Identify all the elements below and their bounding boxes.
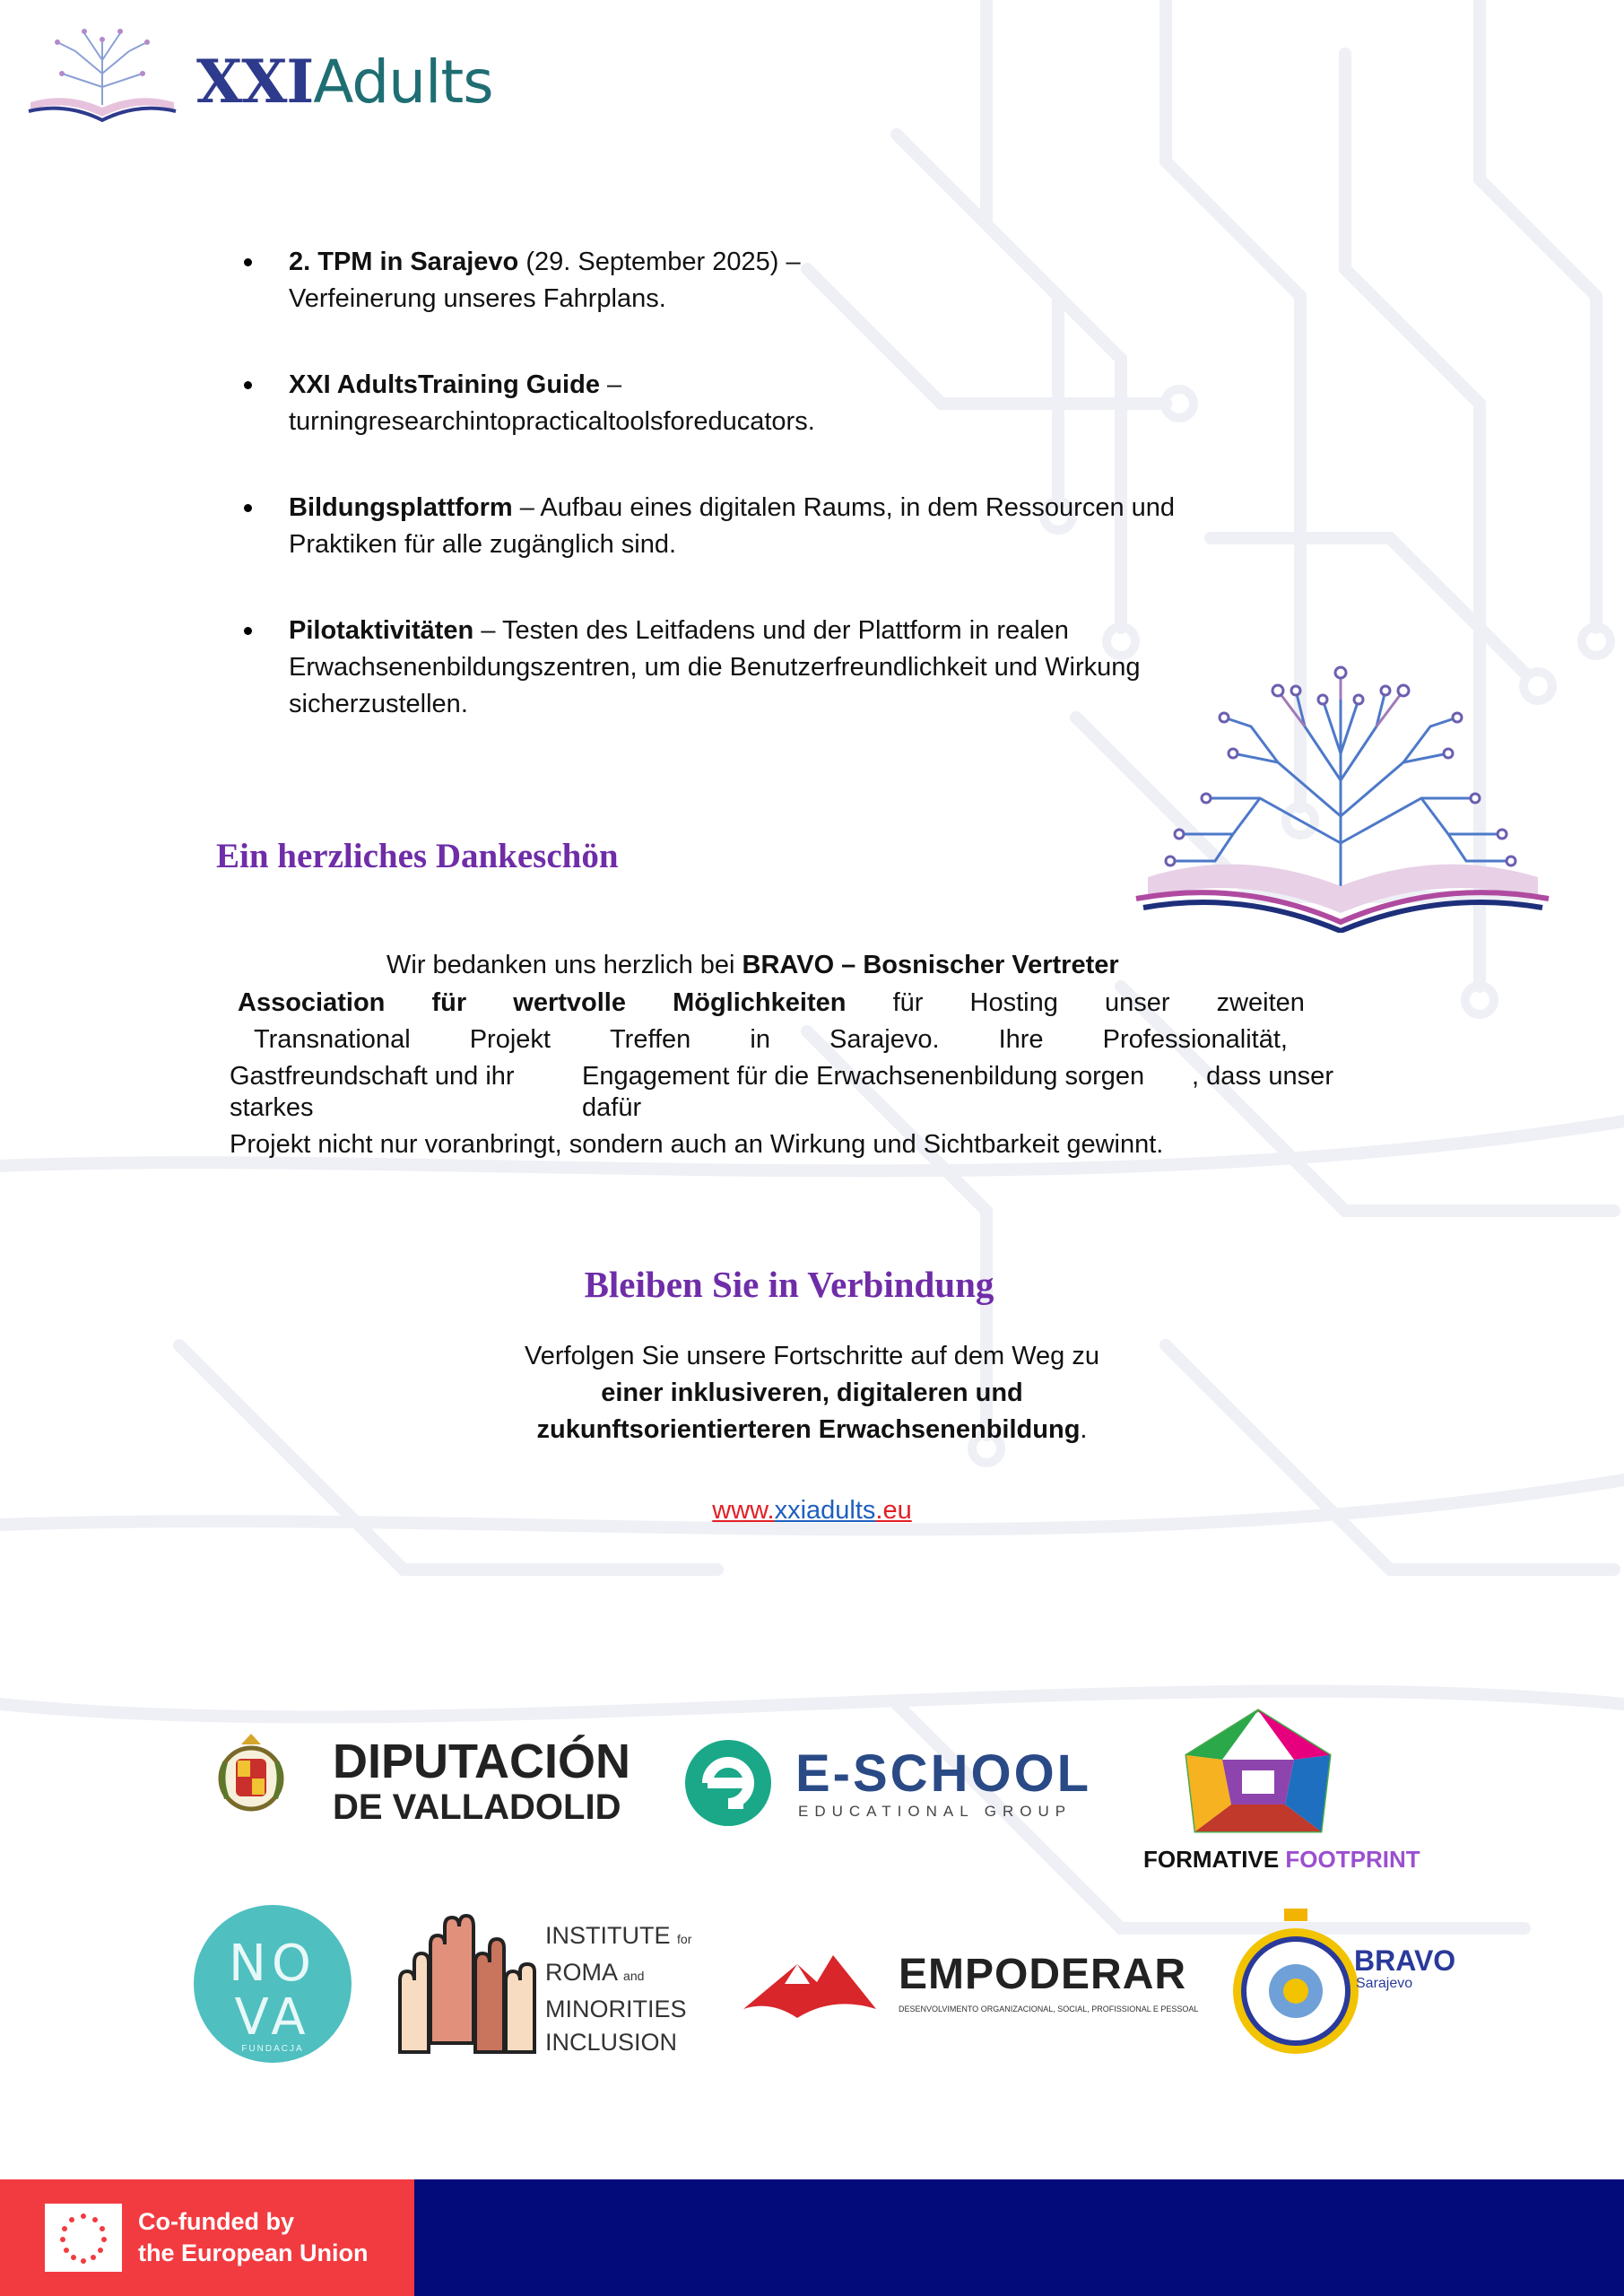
thanks-line-3 (254, 1024, 1288, 1055)
thanks-word: Hosting (969, 988, 1058, 1017)
bullet-text: Verfeinerung unseres Fahrplans. (289, 284, 666, 313)
bullet-title: XXI AdultsTraining Guide (289, 370, 600, 399)
thanks-word: wertvolle (513, 988, 626, 1017)
url-tld[interactable]: .eu (875, 1496, 912, 1525)
list-item (237, 613, 1277, 723)
thanks-word: Möglichkeiten (673, 988, 847, 1017)
thanks-text: starkes (230, 1093, 314, 1122)
tree-book-logo-icon (22, 20, 183, 126)
raised-hands-icon (391, 1909, 543, 2057)
logo-adults: Adults (313, 48, 493, 117)
logo-xxi: XXI (196, 47, 314, 117)
bullet-text: – Testen des Leitfadens und der Plattform in realen (473, 616, 1069, 645)
milestones-list (237, 244, 1277, 772)
roma-word: and (623, 1969, 645, 1983)
formative-word: FORMATIVE (1143, 1846, 1286, 1873)
thanks-text: Engagement für die Erwachsenenbildung sorgen (582, 1062, 1145, 1091)
xxiadults-logo (22, 20, 493, 127)
thanks-word: Association (238, 988, 386, 1017)
e-school-subtitle: EDUCATIONAL GROUP (798, 1803, 1073, 1820)
roma-word: ROMA (545, 1959, 617, 1986)
website-link[interactable] (0, 1496, 1624, 1526)
formative-footprint-icon (1168, 1706, 1348, 1840)
eu-cofunded-banner (0, 2179, 414, 2296)
bravo-title: BRAVO (1354, 1944, 1456, 1977)
thanks-heading: Ein herzliches Dankeschön (216, 837, 619, 875)
eu-flag-icon (45, 2204, 122, 2272)
bullet-title: Pilotaktivitäten (289, 616, 474, 645)
bravo-stopwatch-icon (1229, 1909, 1363, 2057)
bullet-text: sicherzustellen. (289, 690, 468, 718)
thanks-line-2 (238, 987, 1305, 1018)
connect-line-bold: zukunftsorientierteren Erwachsenenbildung (536, 1415, 1081, 1444)
tree-book-illustration (1125, 664, 1560, 933)
thanks-word: Projekt (469, 1025, 551, 1054)
bravo-subtitle: Sarajevo (1356, 1976, 1413, 1991)
url-prefix[interactable]: www. (712, 1496, 775, 1525)
thanks-text: , dass unser (1192, 1062, 1333, 1091)
bullet-text: turningresearchintopracticaltoolsforeducators. (289, 407, 815, 436)
bullet-title: Bildungsplattform (289, 493, 513, 522)
thanks-word: Ihre (998, 1025, 1044, 1054)
connect-paragraph (0, 1338, 1624, 1448)
bullet-text: (29. September 2025) – (518, 248, 801, 276)
thanks-line-4a2 (230, 1092, 313, 1123)
eu-cofunded-text (138, 2206, 369, 2269)
diputacion-subtitle: DE VALLADOLID (333, 1787, 621, 1827)
formative-footprint-logo (1142, 1706, 1420, 1876)
e-school-e-icon (681, 1735, 776, 1831)
footprint-word: FOOTPRINT (1285, 1846, 1420, 1873)
institute-roma-logo (391, 1905, 714, 2059)
thanks-line-4a (230, 1061, 515, 1091)
connect-line: Verfolgen Sie unsere Fortschritte auf dem Weg zu (524, 1342, 1100, 1370)
thanks-word: Professionalität, (1102, 1025, 1288, 1054)
footer-band (414, 2179, 1624, 2296)
coat-of-arms-icon (216, 1726, 286, 1836)
list-item (237, 490, 1277, 563)
thanks-line-4b2 (582, 1092, 641, 1123)
empoderar-subtitle: DESENVOLVIMENTO ORGANIZACIONAL, SOCIAL, PROFISSIONAL E PESSOAL (899, 2005, 1199, 2013)
nova-text-bottom: VA (234, 1988, 311, 2047)
empoderar-title: EMPODERAR (899, 1951, 1187, 1998)
thanks-line-4b (582, 1061, 1144, 1091)
diputacion-title: DIPUTACIÓN (333, 1735, 630, 1788)
bullet-text: – (599, 370, 622, 399)
list-item (237, 244, 1277, 317)
roma-word: MINORITIES (545, 1996, 687, 2022)
thanks-word: Treffen (610, 1025, 691, 1054)
roma-institute-text (545, 1919, 691, 2059)
thanks-line-4c (1192, 1061, 1333, 1091)
empoderar-logo (743, 1946, 1210, 2027)
roma-word: INSTITUTE (545, 1922, 671, 1949)
thanks-word: für (431, 988, 467, 1017)
nova-text-top: NO (229, 1935, 317, 1993)
e-school-title: E-SCHOOL (795, 1744, 1092, 1803)
thanks-word: Transnational (254, 1025, 411, 1054)
roma-word: INCLUSION (545, 2029, 678, 2056)
bravo-logo (1229, 1909, 1456, 2061)
thanks-word: unser (1104, 988, 1170, 1017)
roma-word: for (677, 1932, 692, 1946)
thanks-text: Wir bedanken uns herzlich bei (386, 951, 743, 979)
thanks-word: in (750, 1025, 770, 1054)
bullet-text: – Aufbau eines digitalen Raums, in dem Ressourcen und (512, 493, 1176, 522)
thanks-line-5 (230, 1129, 1163, 1160)
thanks-bold: BRAVO – Bosnischer Vertreter (742, 951, 1119, 979)
list-item (237, 367, 1277, 440)
nova-subtitle: FUNDACJA (241, 2044, 304, 2054)
connect-line-end: . (1080, 1415, 1088, 1444)
connect-heading: Bleiben Sie in Verbindung (584, 1264, 994, 1305)
thanks-word: Sarajevo. (829, 1025, 940, 1054)
thanks-text: Projekt nicht nur voranbringt, sondern auch an Wirkung und Sichtbarkeit gewinnt. (230, 1130, 1164, 1159)
connect-line-bold: einer inklusiveren, digitaleren und (601, 1378, 1023, 1407)
formative-footprint-text (1143, 1848, 1420, 1871)
logo-wordmark (196, 47, 493, 117)
bullet-text: Erwachsenenbildungszentren, um die Benutzerfreundlichkeit und Wirkung (289, 653, 1141, 682)
eu-line: the European Union (138, 2239, 369, 2266)
nova-fundacja-logo (194, 1905, 352, 2063)
thanks-line-1 (386, 950, 1119, 980)
thanks-text: Gastfreundschaft und ihr (230, 1062, 515, 1091)
bullet-text: Praktiken für alle zugänglich sind. (289, 530, 677, 559)
mountain-icon (743, 1946, 876, 2022)
thanks-text: dafür (582, 1093, 642, 1122)
thanks-word: zweiten (1216, 988, 1305, 1017)
diputacion-valladolid-logo (216, 1726, 630, 1839)
e-school-logo (681, 1735, 1093, 1834)
thanks-word: für (892, 988, 924, 1017)
eu-line: Co-funded by (138, 2208, 294, 2235)
bullet-title: 2. TPM in Sarajevo (289, 248, 519, 276)
url-domain[interactable]: xxiadults (774, 1496, 876, 1525)
